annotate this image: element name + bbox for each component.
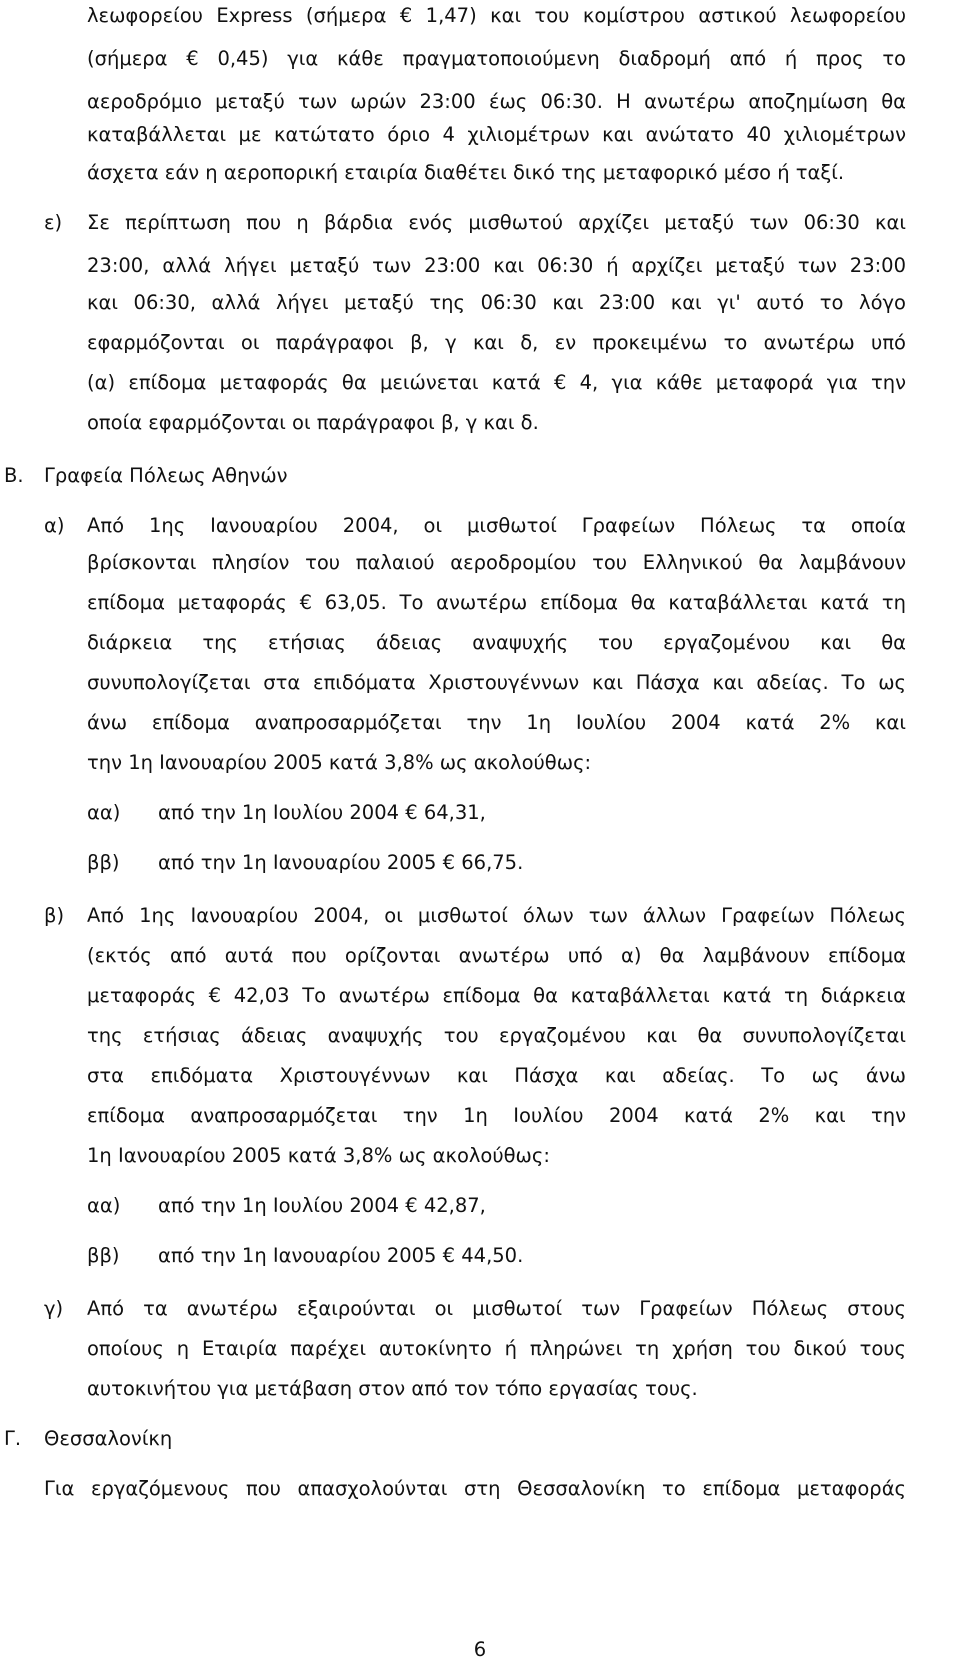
item-marker: α) (44, 514, 65, 537)
sub-item-marker: ββ) (87, 851, 120, 874)
text-line: εφαρμόζονται οι παράγραφοι β, γ και δ, εν προκειμένω το ανωτέρω υπό (87, 331, 906, 354)
sub-item-text: από την 1η Ιανουαρίου 2005 € 44,50. (158, 1244, 524, 1267)
sub-item-marker: ββ) (87, 1244, 120, 1267)
text-line: την 1η Ιανουαρίου 2005 κατά 3,8% ως ακολούθως: (87, 751, 592, 774)
text-line: (α) επίδομα μεταφοράς θα μειώνεται κατά € 4, για κάθε μεταφορά για την (87, 371, 906, 394)
text-line: Από τα ανωτέρω εξαιρούνται οι μισθωτοί των Γραφείων Πόλεως στους (87, 1297, 906, 1320)
sub-item-text: από την 1η Ιουλίου 2004 € 64,31, (158, 801, 486, 824)
text-line: επίδομα μεταφοράς € 63,05. Το ανωτέρω επίδομα θα καταβάλλεται κατά τη (87, 591, 906, 614)
sub-item-marker: αα) (87, 1194, 121, 1217)
text-line: διάρκεια της ετήσιας άδειας αναψυχής του εργαζομένου και θα (87, 631, 906, 654)
section-letter: Β. (4, 464, 24, 487)
text-line: 23:00, αλλά λήγει μεταξύ των 23:00 και 06:30 ή αρχίζει μεταξύ των 23:00 (87, 254, 906, 277)
text-line: Για εργαζόμενους που απασχολούνται στη Θεσσαλονίκη το επίδομα μεταφοράς (44, 1477, 906, 1500)
text-line: (σήμερα € 0,45) για κάθε πραγματοποιούμενη διαδρομή από ή προς το (87, 47, 906, 70)
text-line: αυτοκινήτου για μετάβαση στον από τον τόπο εργασίας τους. (87, 1377, 698, 1400)
sub-item-text: από την 1η Ιανουαρίου 2005 € 66,75. (158, 851, 524, 874)
text-line: άσχετα εάν η αεροπορική εταιρία διαθέτει δικό της μεταφορικό μέσο ή ταξί. (87, 161, 845, 184)
item-marker: ε) (44, 211, 63, 234)
item-marker: γ) (44, 1297, 64, 1320)
text-line: αεροδρόμιο μεταξύ των ωρών 23:00 έως 06:30. Η ανωτέρω αποζημίωση θα (87, 90, 906, 113)
text-line: 1η Ιανουαρίου 2005 κατά 3,8% ως ακολούθως: (87, 1144, 550, 1167)
text-line: λεωφορείου Express (σήμερα € 1,47) και του κομίστρου αστικού λεωφορείου (87, 4, 906, 27)
text-line: της ετήσιας άδειας αναψυχής του εργαζομένου και θα συνυπολογίζεται (87, 1024, 906, 1047)
text-line: Σε περίπτωση που η βάρδια ενός μισθωτού αρχίζει μεταξύ των 06:30 και (87, 211, 906, 234)
text-line: βρίσκονται πλησίον του παλαιού αεροδρομίου του Ελληνικού θα λαμβάνουν (87, 551, 906, 574)
text-line: Από 1ης Ιανουαρίου 2004, οι μισθωτοί Γραφείων Πόλεως τα οποία (87, 514, 906, 537)
text-line: οποίους η Εταιρία παρέχει αυτοκίνητο ή πληρώνει τη χρήση του δικού τους (87, 1337, 906, 1360)
item-marker: β) (44, 904, 65, 927)
text-line: συνυπολογίζεται στα επιδόματα Χριστουγέννων και Πάσχα και αδείας. Το ως (87, 671, 906, 694)
text-line: Από 1ης Ιανουαρίου 2004, οι μισθωτοί όλων των άλλων Γραφείων Πόλεως (87, 904, 906, 927)
section-letter: Γ. (4, 1427, 22, 1450)
page-number: 6 (473, 1638, 487, 1661)
sub-item-marker: αα) (87, 801, 121, 824)
text-line: (εκτός από αυτά που ορίζονται ανωτέρω υπό α) θα λαμβάνουν επίδομα (87, 944, 906, 967)
sub-item-text: από την 1η Ιουλίου 2004 € 42,87, (158, 1194, 486, 1217)
section-title: Θεσσαλονίκη (44, 1427, 173, 1450)
text-line: οποία εφαρμόζονται οι παράγραφοι β, γ και δ. (87, 411, 539, 434)
text-line: στα επιδόματα Χριστουγέννων και Πάσχα και αδείας. Το ως άνω (87, 1064, 906, 1087)
text-line: καταβάλλεται με κατώτατο όριο 4 χιλιομέτρων και ανώτατο 40 χιλιομέτρων (87, 123, 906, 146)
text-line: επίδομα αναπροσαρμόζεται την 1η Ιουλίου 2004 κατά 2% και την (87, 1104, 906, 1127)
text-line: άνω επίδομα αναπροσαρμόζεται την 1η Ιουλίου 2004 κατά 2% και (87, 711, 906, 734)
section-title: Γραφεία Πόλεως Αθηνών (44, 464, 288, 487)
text-line: μεταφοράς € 42,03 Το ανωτέρω επίδομα θα καταβάλλεται κατά τη διάρκεια (87, 984, 906, 1007)
text-line: και 06:30, αλλά λήγει μεταξύ της 06:30 και 23:00 και γι' αυτό το λόγο (87, 291, 906, 314)
